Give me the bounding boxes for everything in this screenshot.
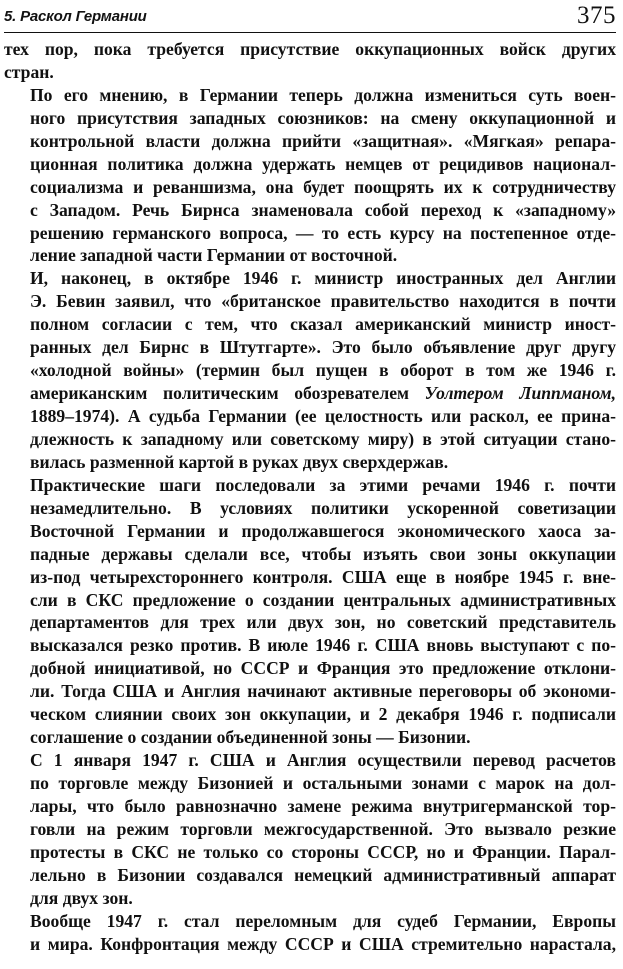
text-line: длежность к западному или советскому миру) в этой ситуации стано- <box>30 428 616 449</box>
text-line: падные державы сделали все, чтобы изъять свои зоны оккупации <box>30 543 616 564</box>
text-line: «холодной войны» (термин был пущен в оборот в том же 1946 г. <box>30 360 616 381</box>
paragraph <box>4 38 616 84</box>
text-line: и мира. Конфронтация между СССР и США стремительно нарастала, <box>30 933 616 954</box>
paragraph <box>4 749 616 910</box>
text-line: вилась разменной картой в руках двух сверхдержав. <box>30 451 449 472</box>
text-line: Вообще 1947 г. стал переломным для судеб Германии, Европы <box>30 910 616 931</box>
text-line: С 1 января 1947 г. США и Англия осуществили перевод расчетов <box>30 750 616 771</box>
text-line: ционная политика должна удержать немцев от рецидивов национал- <box>30 153 616 174</box>
text-line: ного присутствия западных союзников: на смену оккупационной и <box>30 107 616 128</box>
text-line: добной инициативой, но СССР и Франция это предложение отклони- <box>30 658 616 679</box>
page-number: 375 <box>577 2 616 29</box>
text-line: для двух зон. <box>30 887 133 908</box>
text-line: департаментов для трех или двух зон, но советский представитель <box>30 612 616 633</box>
text-line: стран. <box>4 61 54 82</box>
text-fragment: американским политическим обозревателем <box>30 383 409 404</box>
book-page <box>4 0 616 969</box>
text-line: И, наконец, в октябре 1946 г. министр иностранных дел Англии <box>30 268 616 289</box>
text-line: по торговле между Бизонией и остальными зонами с марок на дол- <box>30 773 616 793</box>
text-line: ление западной части Германии от восточной. <box>30 245 398 266</box>
paragraph <box>4 267 616 473</box>
text-line: ранных дел Бирнс в Штутгарте». Это было объявление друг другу <box>30 337 616 358</box>
text-line: Восточной Германии и продолжавшегося экономического хаоса за- <box>30 520 616 541</box>
text-line: высказался резко против. В июле 1946 г. США вновь выступают с по- <box>30 635 616 656</box>
running-header <box>4 4 616 30</box>
text-line: контрольной власти должна прийти «защитная». «Мягкая» репара- <box>30 130 616 151</box>
text-line: лельно в Бизонии создавался немецкий административный аппарат <box>30 864 616 885</box>
text-line-with-name <box>4 382 616 405</box>
text-line: тех пор, пока требуется присутствие оккупационных войск других <box>4 39 616 59</box>
text-line: соглашение о создании объединенной зоны — Бизонии. <box>30 727 471 748</box>
chapter-title: 5. Раскол Германии <box>4 8 147 25</box>
paragraph <box>4 910 616 956</box>
header-divider <box>4 32 616 33</box>
text-line: 1889–1974). А судьба Германии (ее целостность или раскол, ее прина- <box>30 406 616 426</box>
text-line: из-под четырехстороннего контроля. США еще в ноябре 1945 г. вне- <box>30 566 616 587</box>
text-line: Э. Бевин заявил, что «британское правительство находится в почти <box>30 291 616 312</box>
text-line: ческом слиянии своих зон оккупации, и 2 декабря 1946 г. подписали <box>30 704 616 725</box>
text-line: решению германского вопроса, — то есть курсу на постепенное отде- <box>30 222 616 243</box>
body-text <box>4 38 616 956</box>
paragraph <box>4 474 616 749</box>
text-line: с Западом. Речь Бирнса знаменовала собой переход к «западному» <box>30 199 616 220</box>
text-line: Практические шаги последовали за этими речами 1946 г. почти <box>30 474 616 495</box>
text-line: сли в СКС предложение о создании центральных административных <box>30 589 616 610</box>
text-line: ли. Тогда США и Англия начинают активные переговоры об экономи- <box>30 681 616 702</box>
italic-person-name: Уолтером Липпманом, <box>424 383 616 404</box>
text-line: протесты в СКС не только со стороны СССР, но и Франции. Парал- <box>30 841 616 862</box>
text-line: По его мнению, в Германии теперь должна измениться суть воен- <box>30 84 616 105</box>
text-line: лары, что было равнозначно замене режима внутригерманской тор- <box>30 795 616 816</box>
text-line: социализма и реваншизма, она будет поощрять их к сотрудничеству <box>30 176 616 197</box>
text-line: незамедлительно. В условиях политики ускоренной советизации <box>30 497 616 518</box>
text-line: полном согласии с тем, что сказал американский министр иност- <box>30 314 616 335</box>
text-line: говли на режим торговли межгосударственной. Это вызвало резкие <box>30 818 616 839</box>
paragraph <box>4 84 616 268</box>
